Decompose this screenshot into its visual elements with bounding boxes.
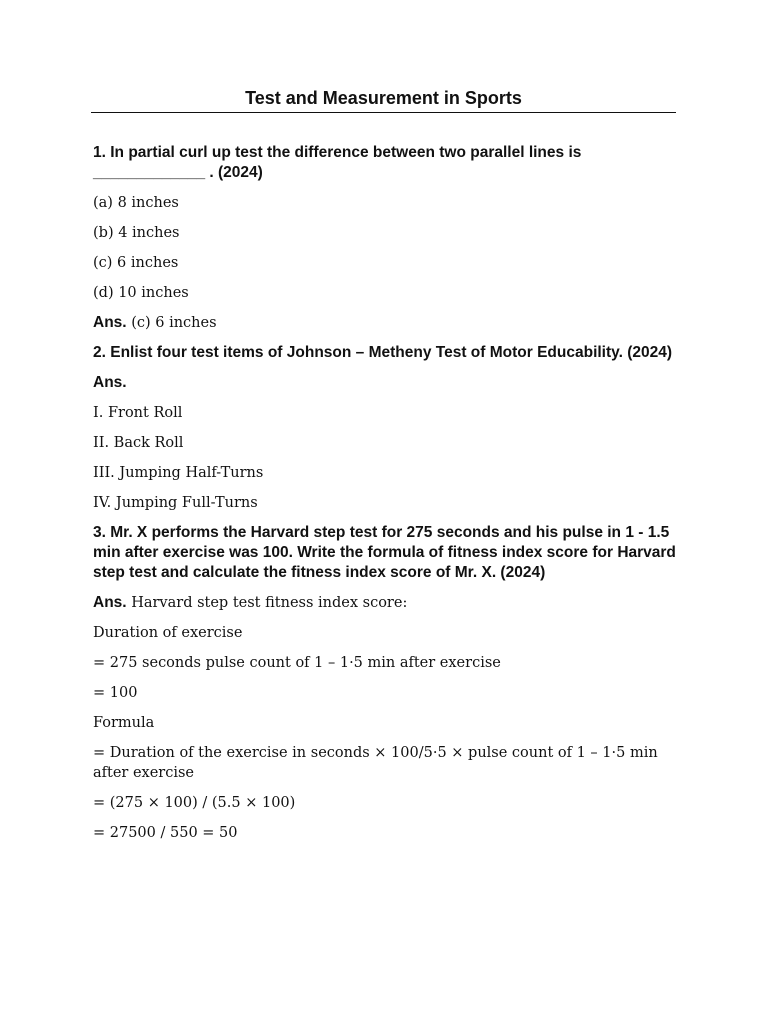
option-a: (a) 8 inches [93,195,179,211]
question-text: 3. Mr. X performs the Harvard step test for 275 seconds and his pulse in 1 - 1.5 min after exercise was 100. Write the formula of fitness index score for Harvard step test and calculate the fitness index score of Mr. X. (2024) [93,524,676,581]
answer-line [93,593,678,613]
option-c: (c) 6 inches [93,255,179,271]
list-item: III. Jumping Half-Turns [93,465,264,481]
solution-line: Duration of exercise [93,625,243,641]
answer-label: Ans. [93,594,127,611]
solution-line: Formula [93,715,155,731]
question-block-3 [93,523,678,843]
list-item: I. Front Roll [93,405,183,421]
list-item: IV. Jumping Full-Turns [93,495,258,511]
solution-line: = Duration of the exercise in seconds × 100/5·5 × pulse count of 1 – 1·5 min after exercise [93,745,658,781]
question-block-1 [93,143,678,333]
document-title: Test and Measurement in Sports [91,88,676,113]
solution-line: = 275 seconds pulse count of 1 – 1·5 min after exercise [93,655,501,671]
answer-text: Harvard step test fitness index score: [131,595,408,611]
document-page [93,88,678,843]
solution-line: = 100 [93,685,138,701]
option-d: (d) 10 inches [93,285,189,301]
answer-text: (c) 6 inches [131,315,217,331]
answer-label: Ans. [93,374,127,391]
answer-line [93,313,678,333]
solution-line: = (275 × 100) / (5.5 × 100) [93,795,296,811]
option-b: (b) 4 inches [93,225,180,241]
solution-line: = 27500 / 550 = 50 [93,825,238,841]
answer-line [93,373,678,393]
question-text: 1. In partial curl up test the difference between two parallel lines is _____________ . (2024) [93,144,582,181]
question-text: 2. Enlist four test items of Johnson – Metheny Test of Motor Educability. (2024) [93,344,673,361]
question-block-2 [93,343,678,513]
answer-label: Ans. [93,314,127,331]
list-item: II. Back Roll [93,435,184,451]
